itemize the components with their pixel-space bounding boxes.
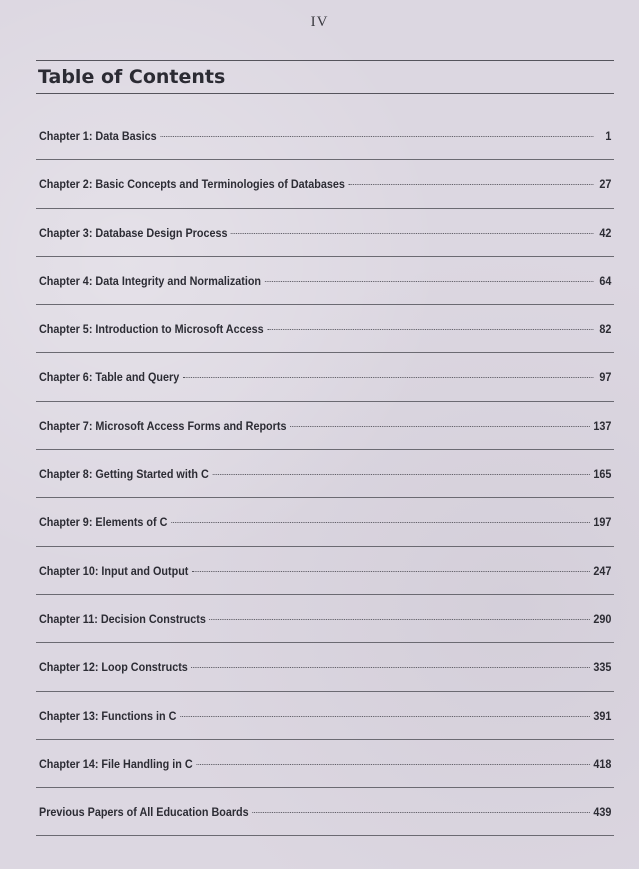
toc-entry-page: 1 <box>605 129 612 143</box>
dot-leader <box>290 426 590 427</box>
toc-row <box>36 257 614 305</box>
page-number: IV <box>310 14 329 30</box>
toc-entry <box>39 177 611 191</box>
toc-entry <box>39 226 611 240</box>
toc-entry-label: Chapter 7: Microsoft Access Forms and Reports <box>39 418 287 433</box>
toc-entry-label: Chapter 4: Data Integrity and Normalization <box>39 273 262 288</box>
toc-entry-page: 27 <box>599 177 612 192</box>
toc-entry-page: 197 <box>593 515 612 530</box>
toc-entry-page: 97 <box>599 370 612 385</box>
toc-row <box>36 450 614 498</box>
dot-leader <box>183 377 594 378</box>
toc-entry-page: 391 <box>593 708 612 723</box>
toc-entry-page: 42 <box>599 225 612 240</box>
toc-entry <box>39 612 611 626</box>
toc-entry-label: Chapter 2: Basic Concepts and Terminologies of Databases <box>39 177 345 192</box>
toc-row <box>36 692 614 740</box>
toc-entry-page: 82 <box>599 322 612 337</box>
toc-row <box>36 402 614 450</box>
dot-leader <box>180 716 590 717</box>
toc-entry-label: Previous Papers of All Education Boards <box>39 805 249 820</box>
toc-entry <box>39 370 611 384</box>
dot-leader <box>252 812 590 813</box>
toc-entry-label: Chapter 10: Input and Output <box>39 563 189 578</box>
toc-entry-label: Chapter 14: File Handling in C <box>39 756 193 771</box>
toc-row <box>36 547 614 595</box>
dot-leader <box>265 281 594 282</box>
toc-entry <box>39 322 611 336</box>
toc-entry-page: 418 <box>593 756 612 771</box>
toc-entry <box>39 805 611 819</box>
page-title: Table of Contents <box>38 66 226 88</box>
toc-entry <box>39 564 611 578</box>
toc-row <box>36 209 614 257</box>
toc-entry-page: 165 <box>593 467 612 482</box>
toc-entry-page: 137 <box>593 418 612 433</box>
dot-leader <box>231 233 593 234</box>
toc-entry <box>39 274 611 288</box>
toc-row <box>36 305 614 353</box>
toc-entry <box>39 660 611 674</box>
dot-leader <box>196 764 590 765</box>
title-block <box>36 60 614 94</box>
toc-entry <box>39 419 611 433</box>
toc-row <box>36 740 614 788</box>
toc-entry-label: Chapter 11: Decision Constructs <box>39 611 206 626</box>
table-of-contents <box>36 112 614 836</box>
toc-entry <box>39 709 611 723</box>
toc-entry <box>39 515 611 529</box>
toc-entry <box>39 129 611 143</box>
dot-leader <box>171 522 590 523</box>
toc-entry-label: Chapter 5: Introduction to Microsoft Access <box>39 322 264 337</box>
toc-row <box>36 112 614 160</box>
toc-row <box>36 353 614 401</box>
toc-row <box>36 595 614 643</box>
toc-entry-page: 439 <box>593 805 612 820</box>
toc-entry-page: 290 <box>593 611 612 626</box>
toc-entry <box>39 467 611 481</box>
toc-row <box>36 160 614 208</box>
dot-leader <box>191 667 589 668</box>
dot-leader <box>348 184 593 185</box>
dot-leader <box>267 329 593 330</box>
toc-row <box>36 788 614 836</box>
dot-leader <box>160 136 593 137</box>
toc-entry-label: Chapter 13: Functions in C <box>39 708 177 723</box>
toc-row <box>36 643 614 691</box>
toc-entry-label: Chapter 6: Table and Query <box>39 370 180 385</box>
toc-entry-label: Chapter 12: Loop Constructs <box>39 660 188 675</box>
toc-entry-label: Chapter 1: Data Basics <box>39 129 157 143</box>
toc-entry-page: 247 <box>593 563 612 578</box>
toc-row <box>36 498 614 546</box>
dot-leader <box>209 619 589 620</box>
toc-entry-label: Chapter 3: Database Design Process <box>39 225 228 240</box>
toc-entry-page: 64 <box>599 273 612 288</box>
toc-entry <box>39 757 611 771</box>
dot-leader <box>192 571 590 572</box>
toc-entry-page: 335 <box>593 660 612 675</box>
dot-leader <box>212 474 589 475</box>
toc-entry-label: Chapter 8: Getting Started with C <box>39 467 209 482</box>
toc-entry-label: Chapter 9: Elements of C <box>39 515 168 530</box>
